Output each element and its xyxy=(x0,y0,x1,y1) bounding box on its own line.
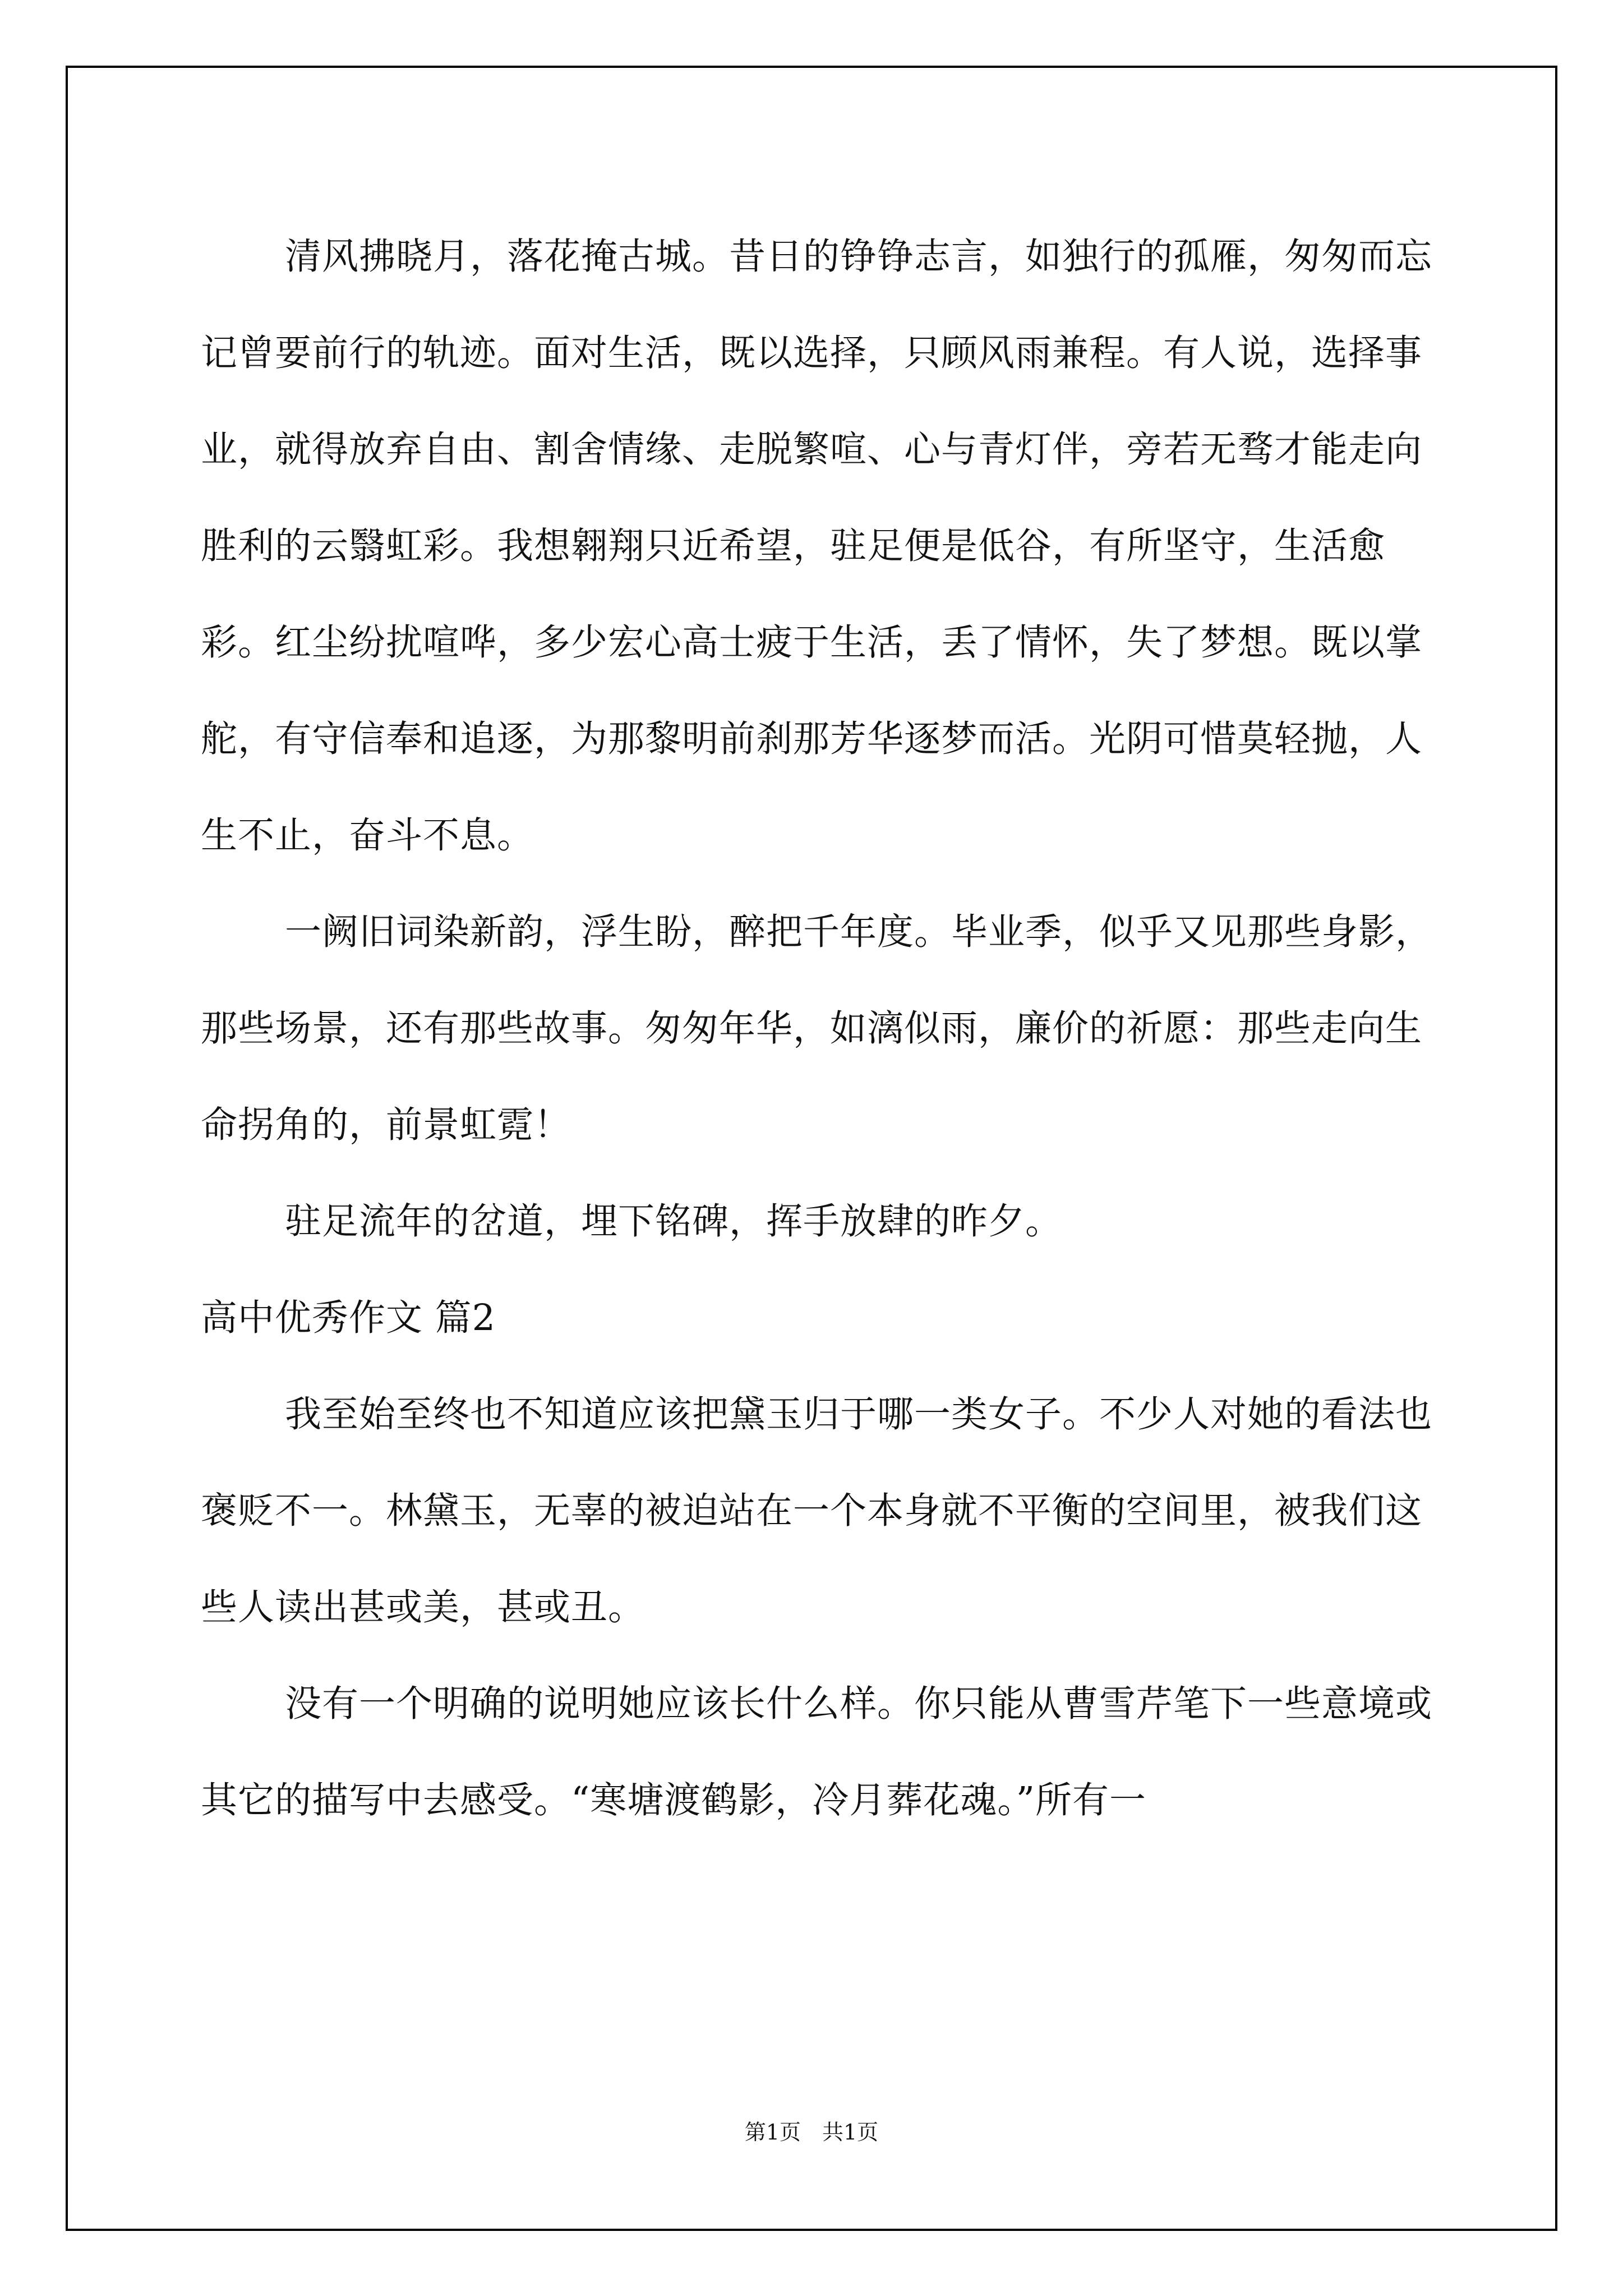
paragraph-1: 清风拂晓月，落花掩古城。昔日的铮铮志言，如独行的孤雁，匆匆而忘记曾要前行的轨迹。面对生活，既以选择，只顾风雨兼程。有人说，选择事业，就得放弃自由、割舍情缘、走脱繁喧、心与青灯伴，旁若无骛才能走向胜利的云翳虹彩。我想翱翔只近希望，驻足便是低谷，有所坚守，生活愈彩。红尘纷扰喧哗，多少宏心高士疲于生活，丢了情怀，失了梦想。既以掌舵，有守信奉和追逐，为那黎明前刹那芳华逐梦而活。光阴可惜莫轻抛，人生不止，奋斗不息。 xyxy=(201,236,1433,857)
page-footer: 第1页 共1页 xyxy=(744,2120,879,2145)
document-body xyxy=(201,209,1435,1849)
paragraph-2: 一阙旧词染新韵，浮生盼，醉把千年度。毕业季，似乎又见那些身影，那些场景，还有那些故事。匆匆年华，如漓似雨，廉价的祈愿：那些走向生命拐角的，前景虹霓！ xyxy=(201,911,1433,1146)
paragraph-3: 驻足流年的岔道，埋下铭碑，挥手放肆的昨夕。 xyxy=(285,1200,1063,1243)
section-heading: 高中优秀作文 篇2 xyxy=(201,1297,496,1339)
paragraph-4: 我至始至终也不知道应该把黛玉归于哪一类女子。不少人对她的看法也褒贬不一。林黛玉，无辜的被迫站在一个本身就不平衡的空间里，被我们这些人读出甚或美，甚或丑。 xyxy=(201,1393,1433,1628)
paragraph-5: 没有一个明确的说明她应该长什么样。你只能从曹雪芹笔下一些意境或其它的描写中去感受。“寒塘渡鹤影，冷月葬花魂。”所有一 xyxy=(201,1683,1433,1821)
